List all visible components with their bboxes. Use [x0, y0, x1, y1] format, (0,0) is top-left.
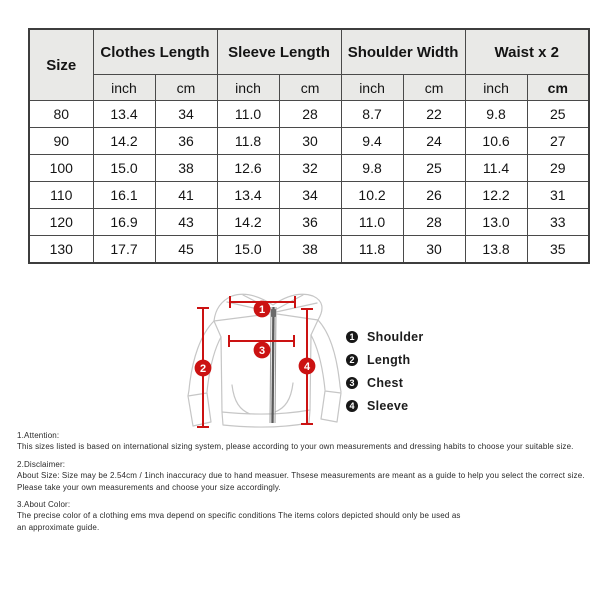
size-row: [29, 101, 589, 128]
measurement-value: 12.6: [217, 155, 279, 182]
note-line: an approximate guide.: [17, 522, 100, 532]
measurement-value: 38: [279, 236, 341, 264]
measurement-value: 24: [403, 128, 465, 155]
col-header-size: Size: [29, 29, 93, 101]
measurement-value: 33: [527, 209, 589, 236]
zipper: [270, 307, 276, 423]
measurement-value: 10.2: [341, 182, 403, 209]
measurement-value: 22: [403, 101, 465, 128]
note-title: 1.Attention:: [17, 431, 60, 440]
svg-text:2: 2: [199, 363, 207, 375]
measurement-value: 12.2: [465, 182, 527, 209]
note-line: Please take your own measurements and choose your size accordingly.: [17, 482, 281, 492]
unit-cell: inch: [465, 75, 527, 101]
measurement-value: 15.0: [217, 236, 279, 264]
unit-cell: inch: [93, 75, 155, 101]
unit-row: [29, 75, 589, 101]
col-header-shoulder-width: Shoulder Width: [341, 29, 465, 75]
header-group-row: [29, 29, 589, 75]
size-value: 80: [29, 101, 93, 128]
legend-label: Length: [367, 352, 411, 367]
note-title: 3.About Color:: [17, 500, 71, 510]
measurement-value: 30: [403, 236, 465, 264]
measurement-value: 32: [279, 155, 341, 182]
size-value: 90: [29, 128, 93, 155]
measurement-value: 13.4: [93, 101, 155, 128]
measurement-markers: [195, 301, 316, 377]
measurement-value: 13.4: [217, 182, 279, 209]
measurement-value: 14.2: [217, 209, 279, 236]
measurement-value: 41: [155, 182, 217, 209]
size-row: [29, 182, 589, 209]
measurement-value: 26: [403, 182, 465, 209]
note-section: [17, 499, 597, 533]
measurement-value: 11.0: [341, 209, 403, 236]
unit-cell: inch: [217, 75, 279, 101]
size-value: 130: [29, 236, 93, 264]
note-line: About Size: Size may be 2.54cm / 1inch inaccuracy due to hand measuer. Thsese measurements are meant as a guide to help you select the correct size.: [17, 471, 585, 481]
legend-number-badge: 3: [346, 377, 358, 389]
legend-item-shoulder: [346, 330, 424, 343]
legend-number-badge: 1: [346, 331, 358, 343]
measurement-value: 43: [155, 209, 217, 236]
measurement-value: 36: [279, 209, 341, 236]
legend-label: Sleeve: [367, 398, 409, 413]
unit-cell: cm: [403, 75, 465, 101]
measurement-value: 13.0: [465, 209, 527, 236]
note-section: [17, 430, 597, 453]
measurement-value: 28: [279, 101, 341, 128]
svg-text:4: 4: [303, 361, 311, 373]
measurement-value: 11.4: [465, 155, 527, 182]
size-value: 110: [29, 182, 93, 209]
legend-number-badge: 2: [346, 354, 358, 366]
garment-measurement-diagram: [177, 290, 345, 436]
measurement-value: 36: [155, 128, 217, 155]
measurement-value: 27: [527, 128, 589, 155]
svg-text:3: 3: [258, 345, 266, 357]
measurement-value: 9.4: [341, 128, 403, 155]
note-title: 2.Disclaimer:: [17, 459, 66, 469]
legend-label: Shoulder: [367, 329, 424, 344]
col-header-sleeve-length: Sleeve Length: [217, 29, 341, 75]
note-section: [17, 459, 597, 493]
measurement-value: 38: [155, 155, 217, 182]
size-row: [29, 128, 589, 155]
measurement-value: 11.8: [341, 236, 403, 264]
legend-item-length: [346, 353, 424, 366]
size-value: 120: [29, 209, 93, 236]
measurement-legend: [346, 330, 424, 422]
legend-number-badge: 4: [346, 400, 358, 412]
measurement-value: 25: [403, 155, 465, 182]
unit-cell: cm: [155, 75, 217, 101]
measurement-value: 14.2: [93, 128, 155, 155]
measurement-value: 35: [527, 236, 589, 264]
measurement-value: 34: [155, 101, 217, 128]
unit-cell: cm: [279, 75, 341, 101]
measurement-value: 9.8: [341, 155, 403, 182]
unit-cell: cm: [527, 75, 589, 101]
measurement-value: 15.0: [93, 155, 155, 182]
size-table-body: [29, 101, 589, 264]
legend-item-sleeve: [346, 399, 424, 412]
size-chart-table: [28, 28, 590, 264]
measurement-value: 31: [527, 182, 589, 209]
measurement-value: 16.1: [93, 182, 155, 209]
measurement-value: 25: [527, 101, 589, 128]
col-header-clothes-length: Clothes Length: [93, 29, 217, 75]
size-row: [29, 209, 589, 236]
measurement-value: 11.8: [217, 128, 279, 155]
measurement-value: 8.7: [341, 101, 403, 128]
measurement-value: 28: [403, 209, 465, 236]
measurement-value: 34: [279, 182, 341, 209]
measurement-value: 9.8: [465, 101, 527, 128]
note-line: The precise color of a clothing ems mva depend on specific conditions The items colors depicted should only be used as: [17, 511, 461, 521]
measurement-value: 11.0: [217, 101, 279, 128]
note-line: This sizes listed is based on international sizing system, please according to your own measurements and dressing habits to choose your suitable size.: [17, 442, 574, 452]
unit-cell: inch: [341, 75, 403, 101]
size-row: [29, 155, 589, 182]
svg-text:1: 1: [258, 304, 266, 316]
notes-block: [17, 430, 597, 539]
col-header-waist: Waist x 2: [465, 29, 589, 75]
size-value: 100: [29, 155, 93, 182]
measurement-value: 30: [279, 128, 341, 155]
legend-item-chest: [346, 376, 424, 389]
measurement-value: 29: [527, 155, 589, 182]
measurement-value: 10.6: [465, 128, 527, 155]
size-row: [29, 236, 589, 264]
measurement-value: 17.7: [93, 236, 155, 264]
legend-label: Chest: [367, 375, 404, 390]
measurement-value: 13.8: [465, 236, 527, 264]
measurement-value: 45: [155, 236, 217, 264]
measurement-value: 16.9: [93, 209, 155, 236]
